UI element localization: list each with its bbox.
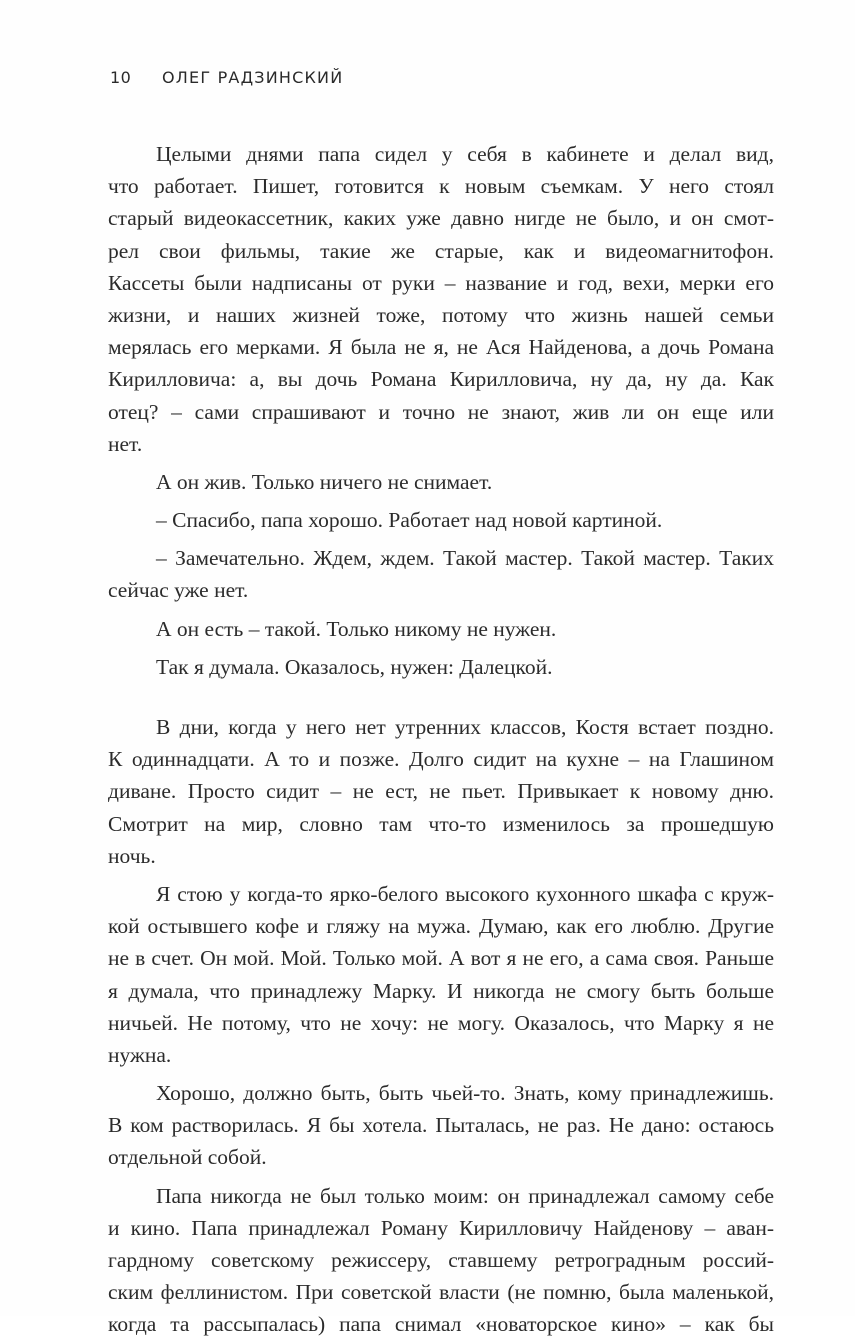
text-line: сейчас уже нет. (108, 578, 249, 603)
text-line: Смотрит на мир, словно там что-то изменилось за прошедшую (108, 811, 774, 836)
text-line: Папа никогда не был только моим: он принадлежал самому себе (156, 1183, 774, 1208)
paragraph (108, 542, 774, 606)
text-line: ским феллинистом. При советской власти (не помню, была маленькой, (108, 1280, 774, 1305)
text-line: ночь. (108, 843, 156, 868)
text-line: старый видеокассетник, каких уже давно нигде не было, и он смот- (108, 206, 774, 231)
section-break (108, 683, 774, 711)
text-line: В ком растворилась. Я бы хотела. Пыталась, не раз. Не дано: остаюсь (108, 1113, 774, 1138)
text-line: – Замечательно. Ждем, ждем. Такой мастер. Такой мастер. Таких (156, 546, 774, 571)
text-line: В дни, когда у него нет утренних классов, Костя встает поздно. (156, 715, 774, 739)
text-line: рел свои фильмы, такие же старые, как и видеомагнитофон. (108, 238, 774, 263)
text-line: Кассеты были надписаны от руки – название и год, вехи, мерки его (108, 270, 774, 295)
paragraph (108, 878, 774, 1071)
text-line: Так я думала. Оказалось, нужен: Далецкой. (156, 654, 553, 679)
text-line: Хорошо, должно быть, быть чьей-то. Знать, кому принадлежишь. (156, 1081, 774, 1106)
text-line: А он есть – такой. Только никому не нужен. (156, 616, 557, 641)
text-line: А он жив. Только ничего не снимает. (156, 469, 493, 494)
text-line: кой остывшего кофе и гляжу на мужа. Думаю, как его люблю. Другие (108, 914, 774, 939)
text-line: гардному советскому режиссеру, ставшему ретроградным россий- (108, 1248, 774, 1272)
paragraph (108, 711, 774, 872)
paragraph (108, 138, 774, 460)
text-line: отдельной собой. (108, 1145, 267, 1170)
paragraph (108, 1180, 774, 1341)
text-line: нужна. (108, 1042, 172, 1067)
author-name: ОЛЕГ РАДЗИНСКИЙ (162, 68, 344, 87)
body-text (108, 138, 774, 1341)
text-line: жизни, и наших жизней тоже, потому что жизнь нашей семьи (108, 302, 774, 327)
paragraph (108, 651, 774, 683)
paragraph (108, 613, 774, 645)
text-line: К одиннадцати. А то и позже. Долго сидит на кухне – на Глашином (108, 747, 774, 772)
page-number: 10 (110, 68, 132, 87)
text-line: диване. Просто сидит – не ест, не пьет. Привыкает к новому дню. (108, 779, 774, 804)
text-line: отец? – сами спрашивают и точно не знают, жив ли он еще или (108, 399, 774, 424)
text-line: Целыми днями папа сидел у себя в кабинете и делал вид, (156, 142, 774, 166)
text-line: я думала, что принадлежу Марку. И никогда не смогу быть больше (108, 978, 774, 1003)
text-line: Я стою у когда-то ярко-белого высокого кухонного шкафа с круж- (156, 881, 774, 906)
paragraph (108, 504, 774, 536)
text-line: что работает. Пишет, готовится к новым съемкам. У него стоял (108, 174, 774, 199)
text-line: не в счет. Он мой. Мой. Только мой. А вот я не его, а сама своя. Раньше (108, 946, 774, 971)
text-line: Кирилловича: а, вы дочь Романа Кирилловича, ну да, ну да. Как (108, 367, 774, 392)
text-line: когда та рассыпалась) папа снимал «новаторское кино» – как бы (108, 1312, 774, 1337)
text-line: ничьей. Не потому, что не хочу: не могу. Оказалось, что Марку я не (108, 1010, 774, 1035)
text-line: – Спасибо, папа хорошо. Работает над новой картиной. (156, 508, 663, 533)
text-line: и кино. Папа принадлежал Роману Кирилловичу Найденову – аван- (108, 1215, 774, 1240)
text-line: нет. (108, 431, 143, 456)
text-line: мерялась его мерками. Я была не я, не Ася Найденова, а дочь Романа (108, 335, 774, 360)
running-head (110, 68, 343, 87)
paragraph (108, 466, 774, 498)
paragraph (108, 1077, 774, 1174)
